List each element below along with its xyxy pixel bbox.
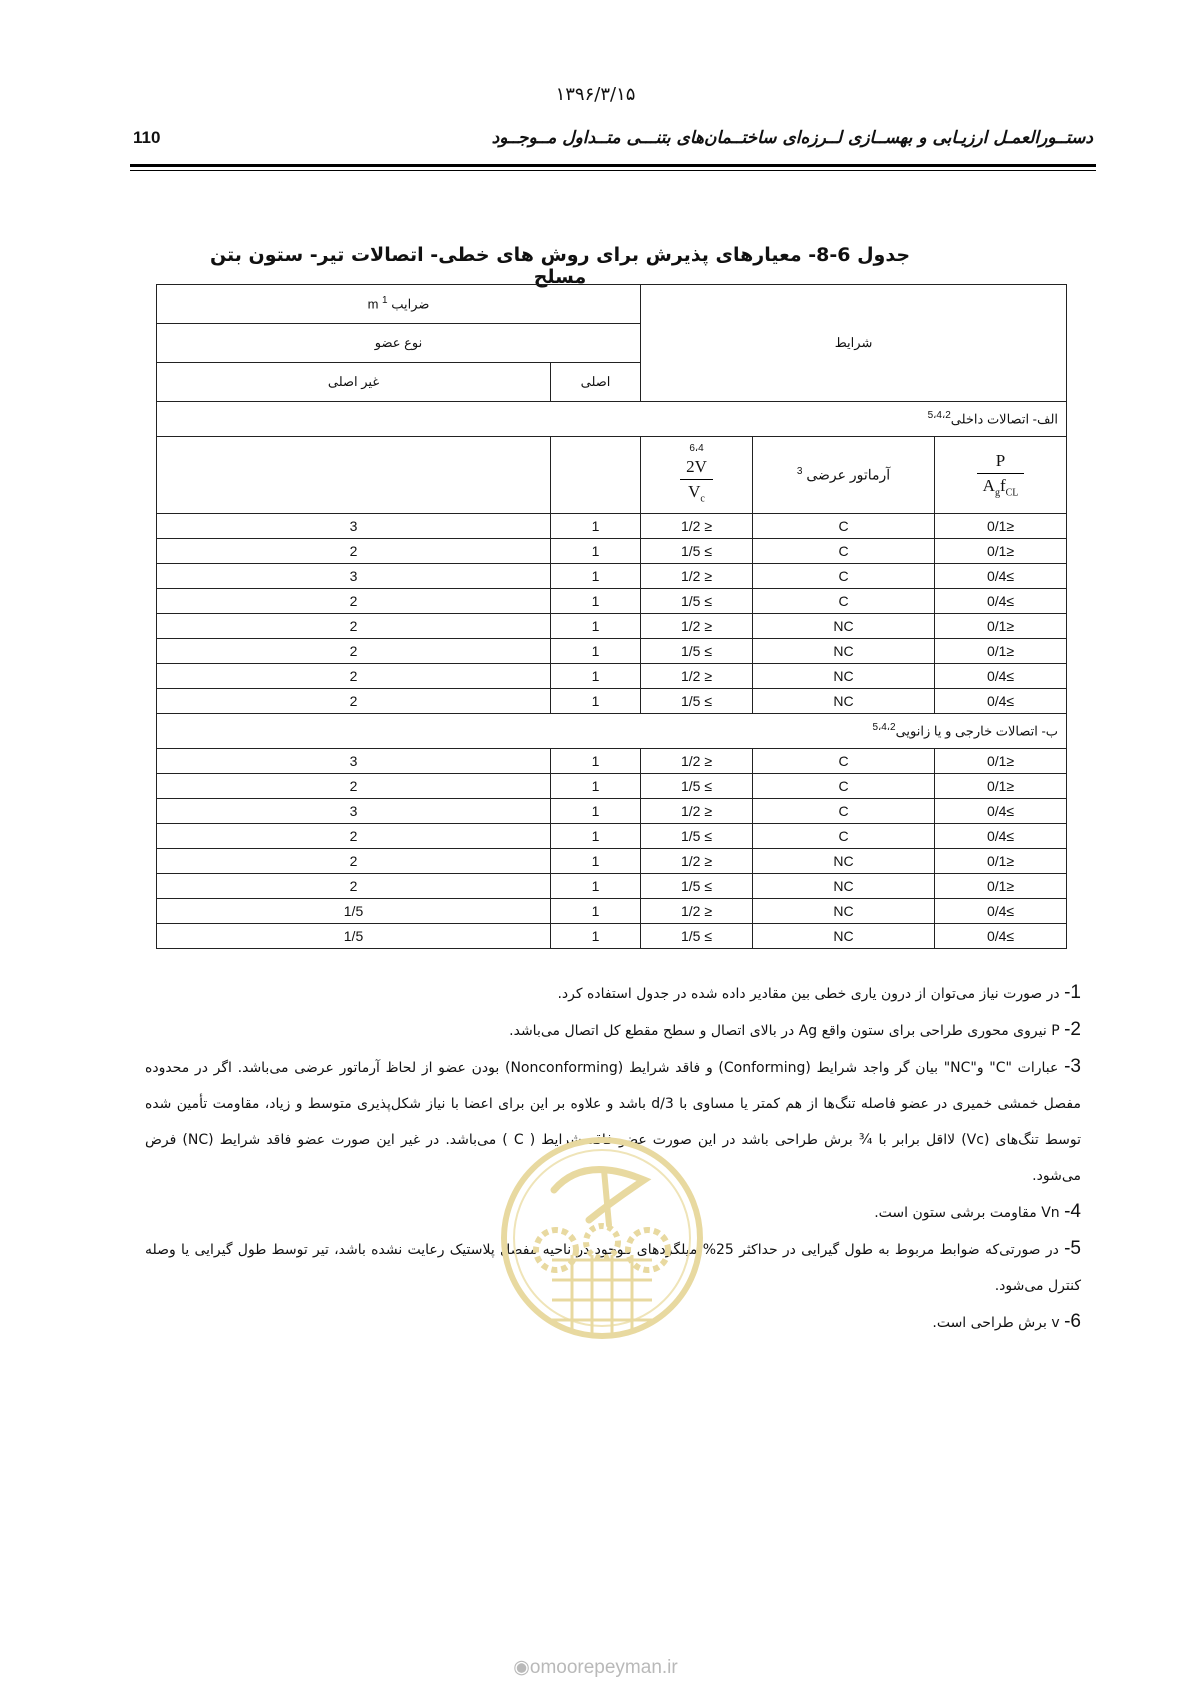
table-row — [157, 614, 1067, 639]
shear-ratio-cell: ≤ 1/2 — [641, 749, 753, 774]
secondary-header: غیر اصلی — [157, 363, 551, 402]
table-row — [157, 689, 1067, 714]
primary-m-cell: 1 — [551, 689, 641, 714]
p-ratio-cell: ≤0/1 — [935, 614, 1067, 639]
primary-m-cell: 1 — [551, 514, 641, 539]
secondary-m-cell: 2 — [157, 874, 551, 899]
p-ratio-cell: ≥0/4 — [935, 689, 1067, 714]
section-b-note: 5،4،2 — [872, 722, 896, 734]
footnote: 2- P نیروی محوری طراحی برای ستون واقع Ag در بالای اتصال و سطح مقطع کل اتصال می‌باشد. — [509, 1019, 1081, 1040]
shear-ratio-note: 6،4 — [689, 443, 704, 455]
shear-ratio-cell: ≥ 1/5 — [641, 589, 753, 614]
conditions-header: شرایط — [641, 285, 1067, 402]
transverse-cell: NC — [753, 874, 935, 899]
shear-ratio-cell: ≥ 1/5 — [641, 689, 753, 714]
table-row — [157, 564, 1067, 589]
transverse-cell: C — [753, 589, 935, 614]
secondary-m-cell: 2 — [157, 539, 551, 564]
transverse-cell: NC — [753, 639, 935, 664]
transverse-reinforcement-header: آرماتور عرضی $^3$ — [753, 437, 935, 514]
table-row — [157, 899, 1067, 924]
shear-ratio-cell: ≤ 1/2 — [641, 799, 753, 824]
transverse-cell: NC — [753, 899, 935, 924]
p-ratio-cell: ≥0/4 — [935, 799, 1067, 824]
table-title: جدول 6-8- معیارهای پذیرش برای روش های خطی- اتصالات تیر- ستون بتن مسلح — [209, 244, 911, 288]
table-row — [157, 639, 1067, 664]
p-ratio-cell: ≥0/4 — [935, 899, 1067, 924]
table-row — [157, 589, 1067, 614]
p-ratio-cell: ≤0/1 — [935, 774, 1067, 799]
transverse-cell: C — [753, 514, 935, 539]
p-ratio-fraction: $\frac{P}{A_gf_{CL}}$ — [977, 451, 1025, 498]
transverse-cell: C — [753, 799, 935, 824]
shear-ratio-cell: ≥ 1/5 — [641, 774, 753, 799]
secondary-m-cell: 3 — [157, 799, 551, 824]
secondary-m-cell: 3 — [157, 564, 551, 589]
primary-header: اصلی — [551, 363, 641, 402]
footnote: 3- عبارات "C" و"NC" بیان گر واجد شرایط (Conforming) و فاقد شرایط (Nonconforming) بودن عضو از لحاظ آرماتور عرضی می‌باشد. اگر در محدوده مفصل خمشی خمیری در عضو فاصله تنگ‌ها از هم کمتر یا مساوی با d/3 باشد و علاوه بر این برای اعضا با نیاز شکل‌پذیری متوسط و زیاد، مقاومت تأمین شده توسط تنگ‌های (Vc) لااقل برابر با ¾ برش طراحی باشد در این صورت عضو فاقد شرایط ( C ) می‌باشد. در غیر این صورت عضو فاقد شرایط (NC) فرض می‌شود. — [145, 1056, 1081, 1184]
section-b-title: ب- اتصالات خارجی و یا زانویی$^{5،4،2}$ — [157, 714, 1067, 749]
m-factors-note: 1 — [382, 295, 388, 307]
primary-m-cell: 1 — [551, 614, 641, 639]
section-a-note: 5،4،2 — [927, 410, 951, 422]
table-row — [157, 799, 1067, 824]
transverse-cell: C — [753, 564, 935, 589]
p-ratio-cell: ≤0/1 — [935, 539, 1067, 564]
shear-ratio-cell: ≥ 1/5 — [641, 824, 753, 849]
footnote: 5- در صورتی‌که ضوابط مربوط به طول گیرایی در حداکثر 25% میلگردهای موجود در ناحیه مفصل پلاستیک رعایت نشده باشد، تیر توسط طول گیرایی یا وصله کنترل می‌شود. — [145, 1238, 1081, 1294]
p-ratio-cell: ≤0/1 — [935, 749, 1067, 774]
table-row — [157, 539, 1067, 564]
shear-ratio-cell: ≥ 1/5 — [641, 639, 753, 664]
transverse-cell: C — [753, 824, 935, 849]
shear-ratio-header — [641, 437, 753, 514]
p-ratio-cell: ≥0/4 — [935, 824, 1067, 849]
shear-ratio-fraction: $\frac{2V}{V_c}$ — [680, 457, 713, 504]
section-b-rows — [157, 749, 1067, 949]
page-header — [133, 128, 1093, 152]
m-factors-header: ضرایب m $^1$ — [157, 285, 641, 324]
transverse-cell: C — [753, 539, 935, 564]
secondary-m-cell: 1/5 — [157, 899, 551, 924]
table-row — [157, 849, 1067, 874]
watermark-icon: ◉ — [513, 1657, 530, 1678]
secondary-m-cell: 2 — [157, 614, 551, 639]
primary-subheader-empty — [551, 437, 641, 514]
secondary-m-cell: 2 — [157, 664, 551, 689]
primary-m-cell: 1 — [551, 639, 641, 664]
table-row — [157, 924, 1067, 949]
primary-m-cell: 1 — [551, 924, 641, 949]
secondary-m-cell: 3 — [157, 514, 551, 539]
primary-m-cell: 1 — [551, 749, 641, 774]
secondary-m-cell: 2 — [157, 589, 551, 614]
footnote: 4- Vn مقاومت برشی ستون است. — [874, 1201, 1081, 1222]
primary-m-cell: 1 — [551, 899, 641, 924]
table-row — [157, 774, 1067, 799]
primary-m-cell: 1 — [551, 774, 641, 799]
secondary-m-cell: 1/5 — [157, 924, 551, 949]
transverse-cell: NC — [753, 614, 935, 639]
header-rule-thick — [130, 164, 1096, 167]
member-type-header: نوع عضو — [157, 324, 641, 363]
primary-m-cell: 1 — [551, 589, 641, 614]
primary-m-cell: 1 — [551, 849, 641, 874]
p-ratio-cell: ≥0/4 — [935, 589, 1067, 614]
secondary-m-cell: 2 — [157, 639, 551, 664]
transverse-cell: NC — [753, 924, 935, 949]
site-watermark: ◉omoorepeyman.ir — [513, 1657, 678, 1678]
header-rule-thin — [130, 170, 1096, 171]
secondary-m-cell: 2 — [157, 824, 551, 849]
primary-m-cell: 1 — [551, 564, 641, 589]
shear-ratio-cell: ≥ 1/5 — [641, 924, 753, 949]
shear-ratio-cell: ≤ 1/2 — [641, 514, 753, 539]
p-ratio-header — [935, 437, 1067, 514]
transverse-cell: C — [753, 774, 935, 799]
p-ratio-cell: ≥0/4 — [935, 924, 1067, 949]
secondary-m-cell: 2 — [157, 774, 551, 799]
secondary-m-cell: 3 — [157, 749, 551, 774]
primary-m-cell: 1 — [551, 874, 641, 899]
page-date: ۱۳۹۶/۳/۱۵ — [555, 84, 636, 105]
primary-m-cell: 1 — [551, 824, 641, 849]
shear-ratio-cell: ≥ 1/5 — [641, 874, 753, 899]
shear-ratio-cell: ≤ 1/2 — [641, 849, 753, 874]
transverse-cell: NC — [753, 849, 935, 874]
primary-m-cell: 1 — [551, 664, 641, 689]
section-a-title: الف- اتصالات داخلی$^{5،4،2}$ — [157, 402, 1067, 437]
acceptance-criteria-table — [156, 284, 1067, 949]
page-number: 110 — [133, 128, 161, 147]
shear-ratio-cell: ≤ 1/2 — [641, 564, 753, 589]
section-a-rows — [157, 514, 1067, 714]
footnote: 6- v برش طراحی است. — [932, 1311, 1081, 1332]
secondary-m-cell: 2 — [157, 689, 551, 714]
transverse-cell: NC — [753, 664, 935, 689]
p-ratio-cell: ≥0/4 — [935, 664, 1067, 689]
shear-ratio-cell: ≥ 1/5 — [641, 539, 753, 564]
secondary-subheader-empty — [157, 437, 551, 514]
p-ratio-cell: ≤0/1 — [935, 874, 1067, 899]
p-ratio-cell: ≤0/1 — [935, 639, 1067, 664]
p-ratio-cell: ≥0/4 — [935, 564, 1067, 589]
shear-ratio-cell: ≤ 1/2 — [641, 614, 753, 639]
shear-ratio-cell: ≤ 1/2 — [641, 664, 753, 689]
secondary-m-cell: 2 — [157, 849, 551, 874]
footnote: 1- در صورت نیاز می‌توان از درون یاری خطی بین مقادیر داده شده در جدول استفاده کرد. — [557, 982, 1081, 1003]
transverse-cell: C — [753, 749, 935, 774]
p-ratio-cell: ≤0/1 — [935, 514, 1067, 539]
primary-m-cell: 1 — [551, 799, 641, 824]
table-row — [157, 874, 1067, 899]
table-row — [157, 514, 1067, 539]
table-row — [157, 664, 1067, 689]
transverse-cell: NC — [753, 689, 935, 714]
running-title: دستــورالعمـل ارزیـابی و بهســازی لــرزه‌ای ساختــمان‌های بتنـــی متــداول مــوجــود — [491, 128, 1093, 148]
publisher-stamp-logo — [494, 1130, 710, 1350]
table-row — [157, 749, 1067, 774]
table-row — [157, 824, 1067, 849]
shear-ratio-cell: ≤ 1/2 — [641, 899, 753, 924]
primary-m-cell: 1 — [551, 539, 641, 564]
p-ratio-cell: ≤0/1 — [935, 849, 1067, 874]
